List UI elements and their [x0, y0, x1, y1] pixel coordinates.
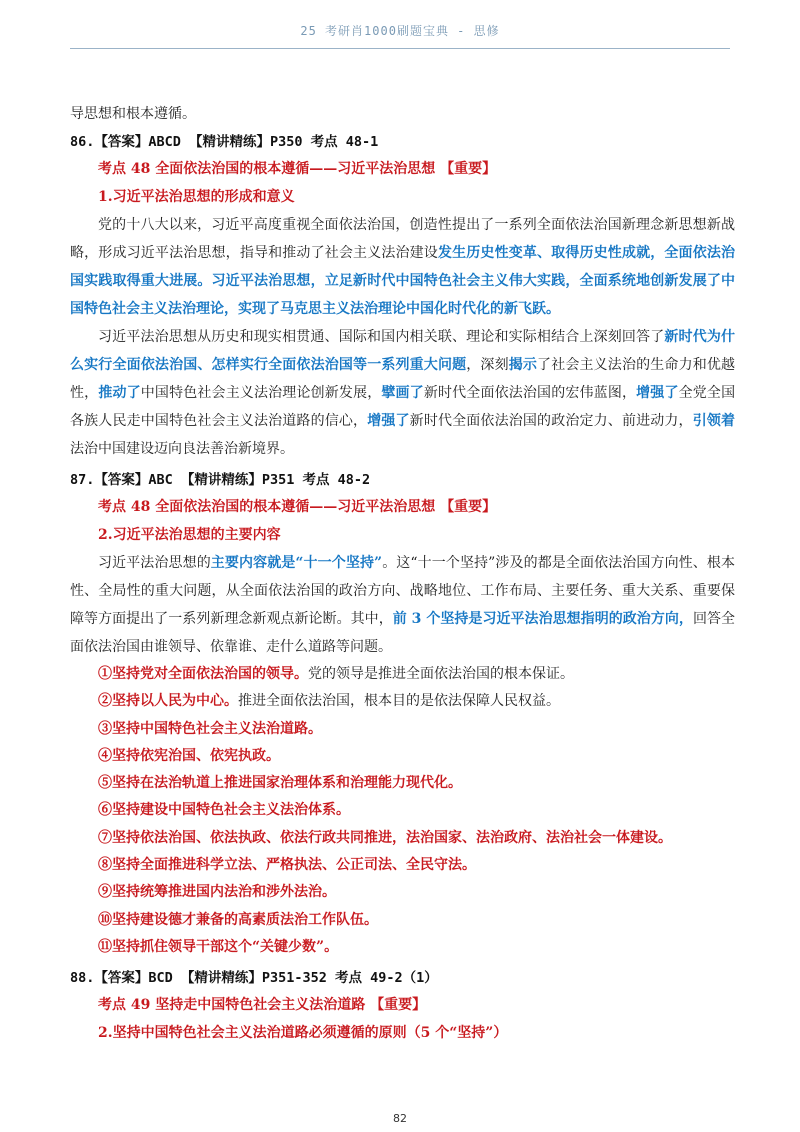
principle-item: [70, 797, 735, 824]
principle-title: ④坚持依宪治国、依宪执政。: [98, 747, 280, 764]
body-text: 法治中国建设迈向良法善治新境界。: [70, 441, 294, 457]
principle-title: ②坚持以人民为中心。: [98, 693, 238, 710]
principle-title: ⑤坚持在法治轨道上推进国家治理体系和治理能力现代化。: [98, 775, 462, 792]
highlighted-text: 揭示: [508, 357, 538, 373]
highlighted-text: 前 3 个坚持是习近平法治思想指明的政治方向，: [392, 611, 693, 627]
body-text: 了社会主义法治的生命力和优越性，: [70, 357, 736, 401]
principle-item: [70, 825, 735, 852]
principle-title: ⑥坚持建设中国特色社会主义法治体系。: [98, 802, 350, 819]
subheading-88: 2.坚持中国特色社会主义法治道路必须遵循的原则（5 个“坚持”）: [98, 1025, 508, 1042]
principle-item: [70, 934, 735, 961]
subheading-86: 1.习近平法治思想的形成和意义: [98, 189, 295, 205]
principle-item: [70, 879, 735, 906]
kaodian-87: 考点 48 全面依法治国的根本遵循——习近平法治思想 【重要】: [98, 499, 497, 515]
page-number: 82: [393, 1112, 407, 1125]
header-title: 25 考研肖1000刷题宝典 - 思修: [300, 24, 500, 38]
principle-title: ⑩坚持建设德才兼备的高素质法治工作队伍。: [98, 911, 378, 928]
kaodian-88: 考点 49 坚持走中国特色社会主义法治道路 【重要】: [98, 997, 427, 1014]
answer-87: 87.【答案】ABC 【精讲精练】P351 考点 48-2: [70, 472, 371, 488]
paragraph-86-2: [70, 323, 735, 463]
highlighted-text: 主要内容就是“十一个坚持”: [210, 555, 383, 571]
paragraph-86-1: [70, 211, 735, 323]
highlighted-text: 增强了: [636, 385, 679, 401]
principle-note: 推进全面依法治国，根本目的是依法保障人民权益。: [238, 693, 560, 710]
answer-88: 88.【答案】BCD 【精讲精练】P351-352 考点 49-2（1）: [70, 970, 438, 987]
principle-item: [70, 688, 735, 715]
principle-title: ⑪坚持抓住领导干部这个“关键少数”。: [98, 938, 339, 955]
body-text: 习近平法治思想从历史和现实相贯通、国际和国内相关联、理论和实际相结合上深刻回答了: [98, 329, 665, 345]
paragraph-87-1: [70, 549, 735, 661]
principle-title: ③坚持中国特色社会主义法治道路。: [98, 720, 322, 737]
principle-item: [70, 770, 735, 797]
highlighted-text: 引领着: [692, 413, 736, 429]
subheading-87: 2.习近平法治思想的主要内容: [98, 527, 281, 543]
body-text: 全党全国各族人民走中国特色社会主义法治道路的信心，: [70, 385, 736, 429]
principle-title: ⑧坚持全面推进科学立法、严格执法、公正司法、全民守法。: [98, 857, 476, 874]
body-text: 党的十八大以来，习近平高度重视全面依法治国，创造性提出了一系列全面依法治国新理念新思想新战略，形成习近平法治思想，指导和推动了社会主义法治建设: [70, 217, 735, 261]
highlighted-text: 新时代为什么实行全面依法治国、怎样实行全面依法治国等一系列重大问题: [70, 329, 736, 373]
principle-note: 党的领导是推进全面依法治国的根本保证。: [308, 666, 574, 682]
principle-item: [70, 661, 735, 688]
principle-item: [70, 852, 735, 879]
body-text: 习近平法治思想的: [98, 555, 211, 571]
page-content: [70, 100, 735, 1047]
body-text: 。这“十一个坚持”涉及的都是全面依法治国方向性、根本性、全局性的重大问题，从全面依法治国的政治方向、战略地位、工作布局、主要任务、重大关系、重要保障等方面提出了一系列新理念新观点新论断。其中，: [70, 555, 735, 627]
principle-title: ①坚持党对全面依法治国的领导。: [98, 666, 308, 682]
intro-tail-text: 导思想和根本遵循。: [70, 106, 196, 122]
body-text: 新时代全面依法治国的政治定力、前进动力，: [409, 413, 693, 429]
body-text: ，深刻: [466, 357, 509, 373]
principle-item: [70, 716, 735, 743]
kaodian-86: 考点 48 全面依法治国的根本遵循——习近平法治思想 【重要】: [98, 161, 497, 177]
highlighted-text: 推动了: [98, 385, 141, 401]
highlighted-text: 擘画了: [381, 385, 424, 401]
body-text: 中国特色社会主义法治理论创新发展，: [140, 385, 382, 401]
principle-item: [70, 743, 735, 770]
highlighted-text: 增强了: [367, 413, 410, 429]
answer-86: 86.【答案】ABCD 【精讲精练】P350 考点 48-1: [70, 134, 379, 150]
body-text: 新时代全面依法治国的宏伟蓝图，: [423, 385, 637, 401]
page-header: [0, 0, 800, 52]
principle-title: ⑨坚持统筹推进国内法治和涉外法治。: [98, 884, 336, 901]
principle-title: ⑦坚持依法治国、依法执政、依法行政共同推进，法治国家、法治政府、法治社会一体建设。: [98, 829, 672, 846]
body-text: 回答全面依法治国由谁领导、依靠谁、走什么道路等问题。: [70, 611, 736, 655]
principle-item: [70, 907, 735, 934]
principles-list: [70, 661, 735, 961]
highlighted-text: 发生历史性变革、取得历史性成就，全面依法治国实践取得重大进展。习近平法治思想，立足新时代中国特色社会主义伟大实践，全面系统地创新发展了中国特色社会主义法治理论，实现了马克思主义法治理论中国化时代化的新飞跃。: [70, 245, 736, 317]
header-divider: [70, 48, 730, 49]
